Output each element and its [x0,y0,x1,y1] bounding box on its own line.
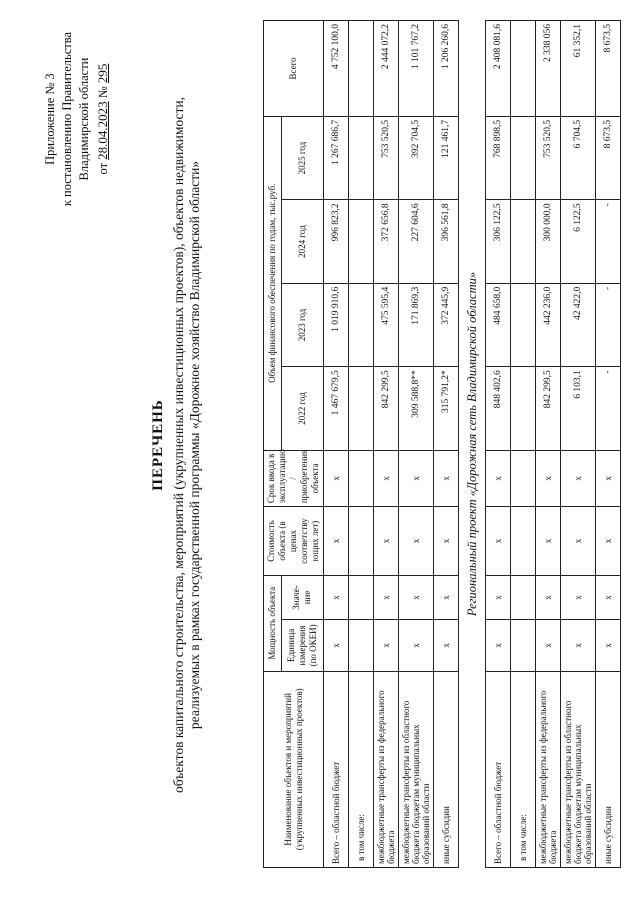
cell-y2024: 306 122,5 [486,200,511,283]
funding-table-wrapper [263,20,621,868]
cell-y2023: 372 445,9 [434,283,459,366]
cell-y2024: 300 000,0 [536,200,561,283]
title-line-1: объектов капитального строительства, мероприятий (укрупненных инвестиционных проектов), объектов недвижимости, [171,96,186,794]
header-2022: 2022 год [281,367,323,450]
cell-y2024: 996 823,2 [324,200,349,283]
cell-total: 2 444 072,2 [374,21,399,117]
cell-value: х [486,575,511,619]
cell-total: 8 673,5 [596,21,621,117]
cell-y2022: - [596,367,621,450]
cell-value: х [536,575,561,619]
cell-value: х [324,575,349,619]
cell-y2023: - [596,283,621,366]
cell-y2022: 848 402,6 [486,367,511,450]
cell-y2022: 1 467 679,5 [324,367,349,450]
table-row [324,21,349,868]
section-row [459,21,486,868]
cell-value: х [399,575,434,619]
cell-total [349,21,374,117]
cell-y2023: 475 595,4 [374,283,399,366]
cell-cost [511,507,536,576]
cell-term: х [596,450,621,506]
table-row [486,21,511,868]
title-heading: ПЕРЕЧЕНЬ [150,399,166,491]
title-line-2: реализуемых в рамках государственной программы «Дорожное хозяйство Владимирской области» [187,160,202,730]
cell-total [511,21,536,117]
cell-cost [349,507,374,576]
cell-unit: х [596,620,621,672]
cell-y2024: 372 656,8 [374,200,399,283]
cell-cost: х [486,507,511,576]
cell-unit: х [434,620,459,672]
cell-unit: х [536,620,561,672]
cell-unit: х [399,620,434,672]
cell-total: 1 206 260,6 [434,21,459,117]
header-2024: 2024 год [281,200,323,283]
cell-unit: х [324,620,349,672]
appendix-note [42,32,112,206]
cell-term: х [486,450,511,506]
cell-unit: х [561,620,596,672]
cell-name: в том числе: [511,671,536,867]
table-row [374,21,399,868]
cell-term: х [434,450,459,506]
cell-value: х [561,575,596,619]
cell-name: Всего – областной бюджет [324,671,349,867]
cell-y2025: 392 704,5 [399,116,434,200]
appendix-line-3: Владимирской области [77,57,91,181]
cell-cost: х [561,507,596,576]
cell-name: Всего – областной бюджет [486,671,511,867]
cell-unit: х [374,620,399,672]
cell-y2024 [349,200,374,283]
cell-y2024: 6 122,5 [561,200,596,283]
cell-name: иные субсидии [434,671,459,867]
number-prefix: № [96,86,110,99]
cell-term: х [374,450,399,506]
appendix-line-2: к постановлению Правительства [60,32,74,207]
cell-unit [349,620,374,672]
program-total-block [324,21,459,868]
cell-y2022 [349,367,374,450]
cell-name: межбюджетные трансферты из федерального бюджета [374,671,399,867]
cell-cost: х [596,507,621,576]
cell-y2023: 442 236,0 [536,283,561,366]
cell-cost: х [399,507,434,576]
cell-y2025 [349,116,374,200]
document-title [150,95,203,795]
cell-y2025 [511,116,536,200]
cell-y2025: 121 461,7 [434,116,459,200]
cell-cost: х [434,507,459,576]
cell-name: иные субсидии [596,671,621,867]
cell-term [349,450,374,506]
cell-y2024 [511,200,536,283]
cell-term: х [399,450,434,506]
cell-y2023: 42 422,0 [561,283,596,366]
cell-y2022: 309 588,8** [399,367,434,450]
header-total: Всего [264,21,324,117]
decree-date: 28.04.2023 [95,101,110,160]
cell-y2023: 171 869,3 [399,283,434,366]
header-capacity: Мощность объекта [264,575,282,671]
table-row [399,21,434,868]
cell-y2025: 753 520,5 [374,116,399,200]
header-name: Наименование объектов и мероприятий (укрупненных инвестиционных проектов) [264,671,324,867]
cell-value: х [434,575,459,619]
appendix-date-line [94,32,112,206]
cell-y2024: - [596,200,621,283]
cell-name: межбюджетные трансферты из областного бюджета бюджетам муниципальных образований области [561,671,596,867]
appendix-line-1: Приложение № 3 [43,73,57,165]
cell-y2025: 753 520,5 [536,116,561,200]
cell-term [511,450,536,506]
cell-y2023: 484 658,0 [486,283,511,366]
date-prefix: от [96,162,110,175]
cell-total: 2 338 056 [536,21,561,117]
cell-y2022: 842 299,5 [374,367,399,450]
header-2023: 2023 год [281,283,323,366]
regional-project-block [486,21,621,868]
header-term: Срок ввода в эксплуатацию / приобретения объекта [264,450,324,506]
cell-term: х [324,450,349,506]
cell-total: 2 408 081,6 [486,21,511,117]
cell-term: х [536,450,561,506]
table-row [536,21,561,868]
cell-y2024: 396 561,8 [434,200,459,283]
cell-y2023: 1 019 910,6 [324,283,349,366]
cell-unit [511,620,536,672]
cell-name: межбюджетные трансферты из федерального бюджета [536,671,561,867]
cell-value [349,575,374,619]
cell-y2022: 6 103,1 [561,367,596,450]
cell-y2023 [349,283,374,366]
header-cost: Стоимость объекта (в ценах соответству ющих лет) [264,507,324,576]
cell-y2024: 227 604,6 [399,200,434,283]
decree-number: 295 [95,63,110,84]
cell-value: х [374,575,399,619]
cell-term: х [561,450,596,506]
cell-y2025: 6 704,5 [561,116,596,200]
cell-y2022 [511,367,536,450]
table-row [434,21,459,868]
table-row [349,21,374,868]
cell-y2025: 1 267 686,7 [324,116,349,200]
header-unit: Единица измерения (по ОКЕИ) [281,620,323,672]
cell-name: межбюджетные трансферты из областного бюджета бюджетам муниципальных образований области [399,671,434,867]
cell-unit: х [486,620,511,672]
header-2025: 2025 год [281,116,323,200]
cell-value: х [596,575,621,619]
table-row [561,21,596,868]
cell-total: 4 752 100,0 [324,21,349,117]
cell-cost: х [536,507,561,576]
cell-cost: х [374,507,399,576]
cell-y2022: 315 791,2* [434,367,459,450]
cell-y2025: 8 673,5 [596,116,621,200]
cell-y2025: 768 898,5 [486,116,511,200]
cell-y2023 [511,283,536,366]
table-row [511,21,536,868]
header-value: Значе-ние [281,575,323,619]
cell-y2022: 842 299,5 [536,367,561,450]
cell-name: в том числе: [349,671,374,867]
cell-total: 1 101 767,2 [399,21,434,117]
cell-total: 61 352,1 [561,21,596,117]
section-title: Региональный проект «Дорожная сеть Владимирской области» [465,271,479,617]
cell-cost: х [324,507,349,576]
table-row [596,21,621,868]
header-funding: Объем финансового обеспечения по годам, тыс.руб. [264,116,282,450]
cell-value [511,575,536,619]
funding-table [263,20,621,868]
